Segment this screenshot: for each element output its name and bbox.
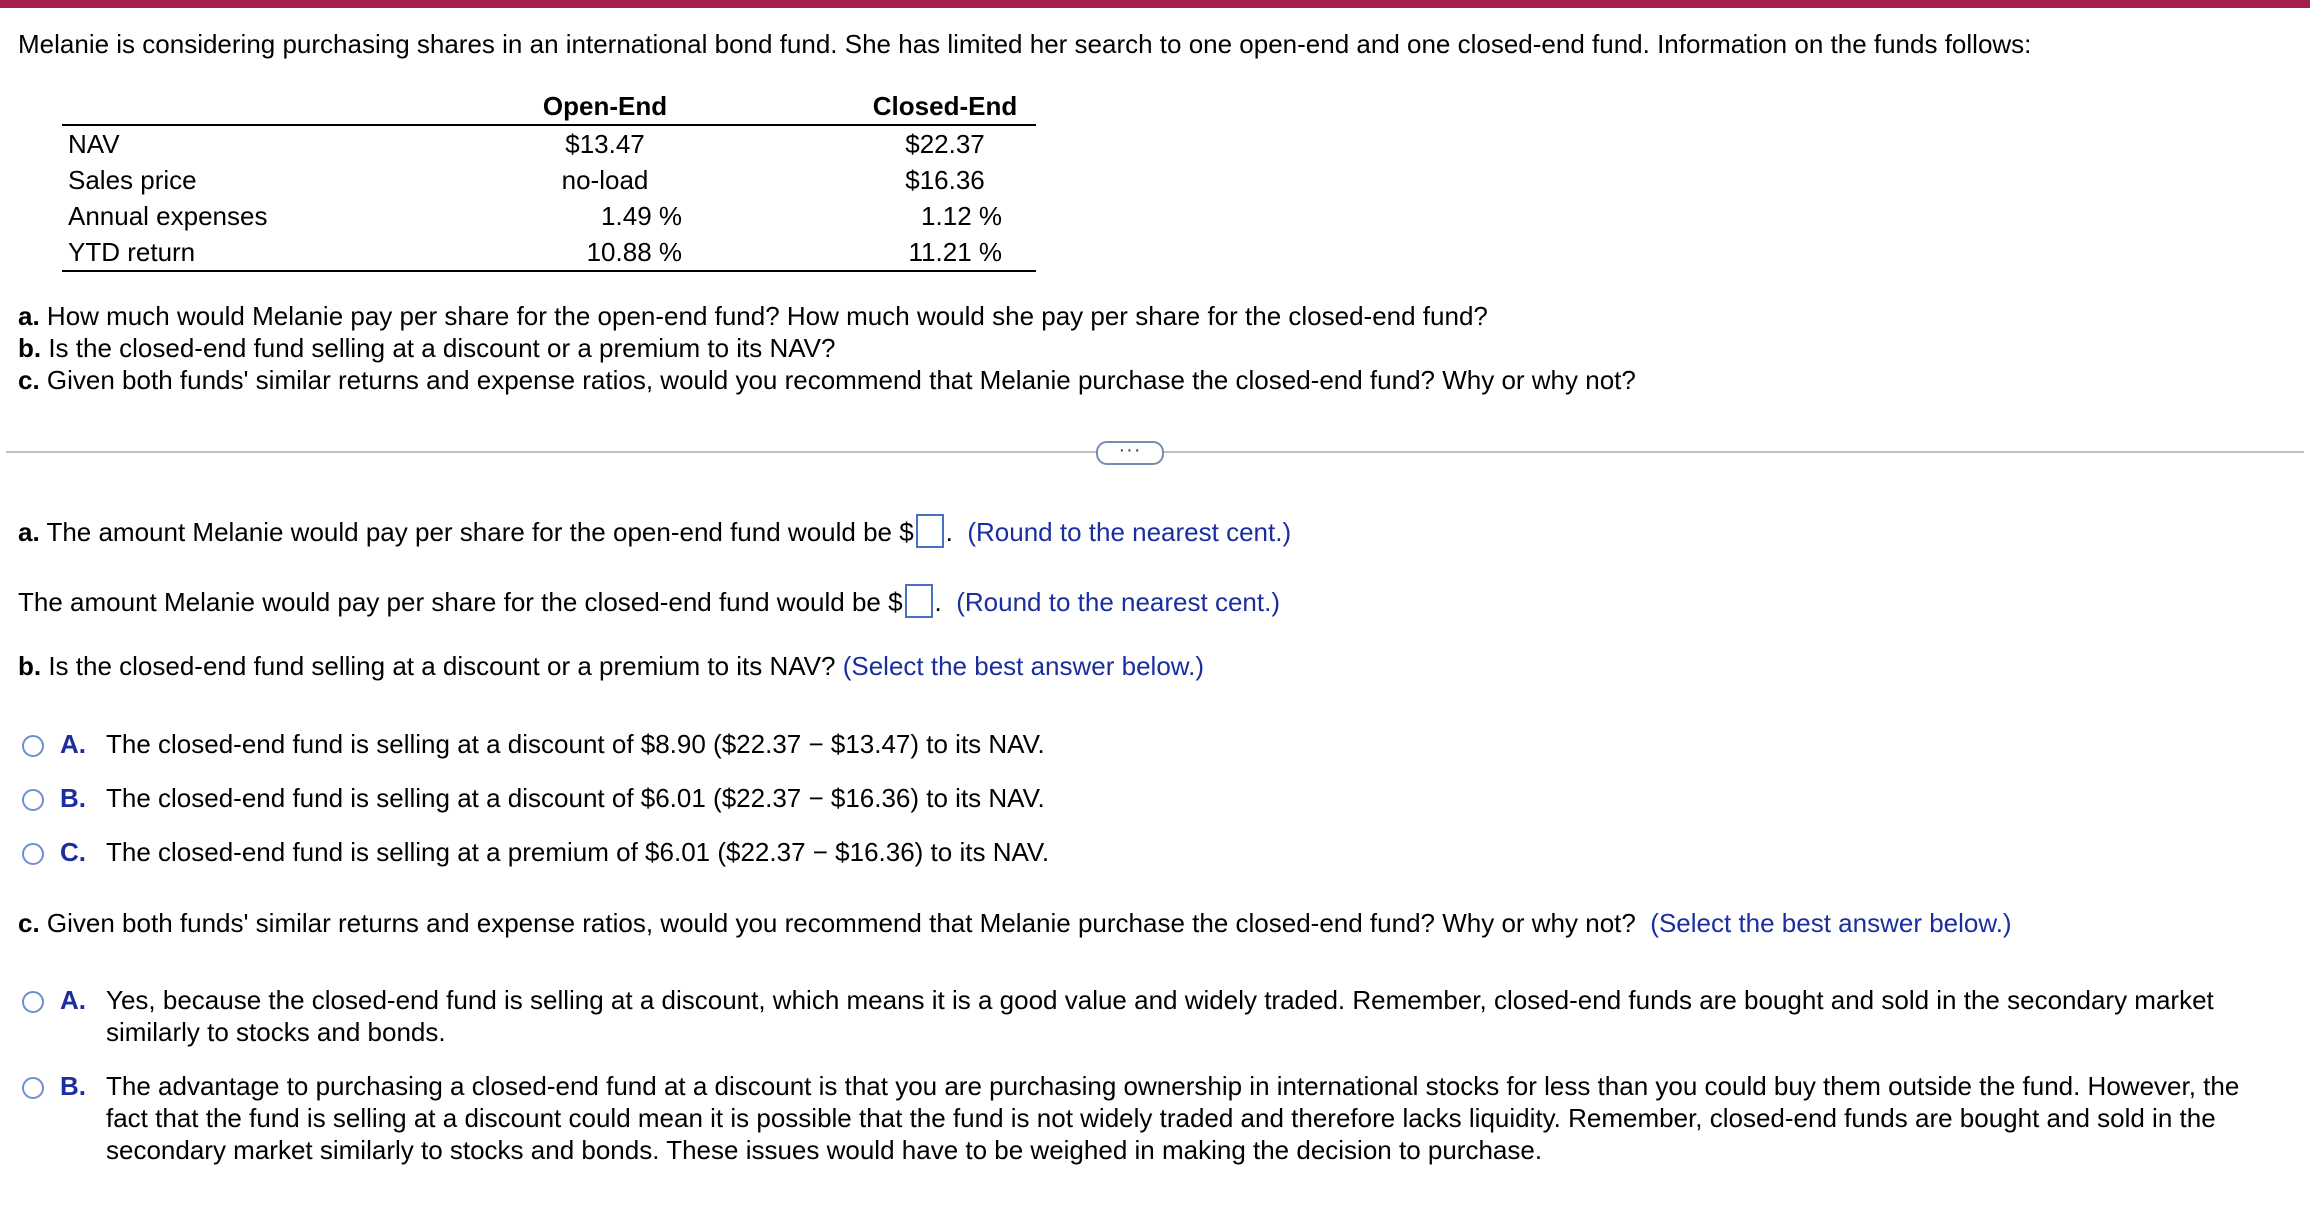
top-accent-bar [0,0,2310,8]
table-row [62,198,1036,234]
question-a: a. How much would Melanie pay per share for the open-end fund? How much would she pay per share for the closed-end fund? [18,301,1488,331]
header-closed-end: Closed-End [872,91,1018,121]
closed-end-price-input[interactable] [905,584,933,618]
option-text: The closed-end fund is selling at a discount of $8.90 ($22.37 − $13.47) to its NAV. [106,729,1045,759]
row-label: Sales price [68,165,197,195]
open-end-value: no-load [561,165,649,195]
radio-button[interactable] [22,1077,44,1099]
radio-button[interactable] [22,843,44,865]
option-letter: C. [60,837,86,867]
table-row [62,162,1036,198]
header-open-end: Open-End [542,91,668,121]
option-letter: A. [60,985,86,1015]
open-end-value: 1.49 % [601,201,682,231]
row-label: YTD return [68,237,196,267]
radio-button[interactable] [22,991,44,1013]
radio-button[interactable] [22,789,44,811]
select-hint: (Select the best answer below.) [1650,908,2012,938]
problem-intro: Melanie is considering purchasing shares in an international bond fund. She has limited her search to one open-end and one closed-end fund. Information on the funds follows: [18,29,2032,59]
radio-button[interactable] [22,735,44,757]
round-hint: (Round to the nearest cent.) [956,587,1280,617]
closed-end-value: 1.12 % [921,201,1002,231]
answer-a-open-end: a. The amount Melanie would pay per share for the open-end fund would be $ . (Round to the nearest cent.) [18,516,1291,551]
answer-c-question: c. Given both funds' similar returns and expense ratios, would you recommend that Melanie purchase the closed-end fund? Why or why not? (Select the best answer below.) [18,908,2012,938]
question-c: c. Given both funds' similar returns and expense ratios, would you recommend that Melanie purchase the closed-end fund? Why or why not? [18,365,1636,395]
select-hint: (Select the best answer below.) [842,651,1205,681]
option-text: The closed-end fund is selling at a discount of $6.01 ($22.37 − $16.36) to its NAV. [106,783,1045,813]
option-letter: A. [60,729,86,759]
answer-b-question: b. Is the closed-end fund selling at a discount or a premium to its NAV? (Select the best answer below.) [18,651,1205,681]
answer-a-closed-end: The amount Melanie would pay per share for the closed-end fund would be $ . (Round to the nearest cent.) [18,586,1280,621]
open-end-value: 10.88 % [586,237,682,267]
option-letter: B. [60,783,86,813]
more-button[interactable]: ··· [1096,441,1164,465]
open-end-value: $13.47 [565,129,645,159]
open-end-price-input[interactable] [916,514,944,548]
closed-end-value: $22.37 [905,129,985,159]
round-hint: (Round to the nearest cent.) [967,517,1292,547]
row-label: NAV [68,129,120,159]
table-row [62,126,1036,162]
table-row [62,234,1036,272]
question-b: b. Is the closed-end fund selling at a discount or a premium to its NAV? [18,333,836,363]
closed-end-value: $16.36 [905,165,985,195]
row-label: Annual expenses [68,201,268,231]
option-text: The closed-end fund is selling at a premium of $6.01 ($22.37 − $16.36) to its NAV. [106,837,1050,867]
fund-table [62,88,1036,272]
option-text: The advantage to purchasing a closed-end fund at a discount is that you are purchasing ownership in international stocks for less than you could buy them outside the fund. However, the fact that the fund is selling at a discount could mean it is possible that the fund is not widely traded and therefore lacks liquidity. Remember, closed-end funds are bought and sold in the secondary market similarly to stocks and bonds. These issues would have to be weighed in making the decision to purchase. [106,1071,2240,1165]
option-letter: B. [60,1071,86,1101]
closed-end-value: 11.21 % [908,237,1002,267]
table-header-row [62,88,1036,126]
option-text: Yes, because the closed-end fund is selling at a discount, which means it is a good value and widely traded. Remember, closed-end funds are bought and sold in the secondary market similarly to stocks and bonds. [106,985,2214,1047]
